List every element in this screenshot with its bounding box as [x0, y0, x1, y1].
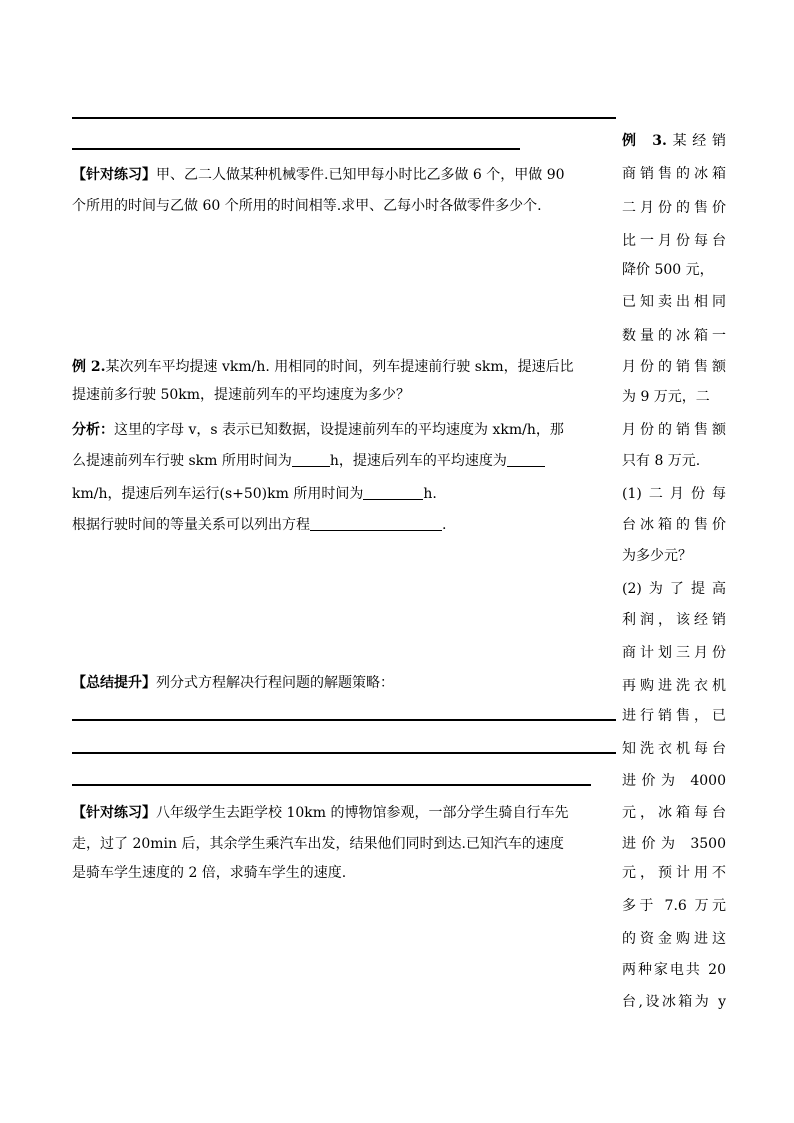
analysis-text: 根据行驶时间的等量关系可以列出方程 — [72, 517, 310, 533]
example3-line: 多于 7.6 万元 — [622, 898, 726, 914]
practice-label: 【针对练习】 — [72, 167, 156, 183]
answer-rule — [72, 752, 616, 754]
example3-line: 进行销售，已 — [622, 708, 726, 724]
analysis-text: 这里的字母 v，s 表示已知数据，设提速前列车的平均速度为 xkm/h，那 — [114, 422, 564, 438]
example3-line: 为多少元？ — [622, 548, 692, 564]
practice2-line2: 走，过了 20min 后，其余学生乘汽车出发，结果他们同时到达.已知汽车的速度 — [72, 836, 564, 852]
analysis-text: . — [442, 517, 447, 533]
answer-rule — [72, 148, 520, 150]
answer-rule — [72, 117, 616, 119]
example3-line: 商销售的冰箱 — [622, 166, 726, 182]
example3-line: 台,设冰箱为 y — [622, 994, 726, 1010]
analysis-label: 分析： — [72, 422, 114, 438]
practice2-line3: 是骑车学生速度的 2 倍，求骑车学生的速度. — [72, 865, 347, 881]
practice-label: 【针对练习】 — [72, 805, 156, 821]
fill-in-blank — [363, 485, 423, 500]
example3-line: 两种家电共 20 — [622, 962, 726, 978]
analysis-text: h，提速后列车的平均速度为 — [329, 453, 507, 469]
example3-line: 只有 8 万元. — [622, 453, 701, 469]
example3-line: 数量的冰箱一 — [622, 328, 726, 344]
example3-line: 的资金购进这 — [622, 931, 726, 947]
example-text: 某次列车平均提速 vkm/h. 用相同的时间，列车提速前行驶 skm，提速后比 — [105, 359, 574, 375]
example3-line: 再购进洗衣机 — [622, 678, 726, 694]
fill-in-blank — [507, 452, 545, 467]
analysis-line3 — [72, 484, 437, 504]
example3-line: 月份的销售额 — [622, 359, 726, 375]
example-label: 例 2. — [72, 359, 106, 375]
analysis-text: h. — [423, 486, 437, 502]
example-label: 例 3. — [622, 133, 667, 149]
example3-line: 比一月份每台 — [622, 233, 726, 249]
analysis-line4 — [72, 515, 446, 535]
practice-text: 八年级学生去距学校 10km 的博物馆参观，一部分学生骑自行车先 — [156, 805, 569, 821]
answer-rule — [72, 784, 591, 786]
answer-rule — [72, 719, 616, 721]
example-text: 某经销 — [666, 133, 726, 149]
example3-line — [622, 131, 726, 151]
example3-line: 为 9 万元，二 — [622, 389, 710, 405]
practice1-line1 — [72, 165, 565, 185]
practice-text: 甲、乙二人做某种机械零件.已知甲每小时比乙多做 6 个，甲做 90 — [156, 167, 565, 183]
example3-line: 元，冰箱每台 — [622, 805, 726, 821]
practice2-line1 — [72, 803, 568, 823]
example3-line: 月份的销售额 — [622, 422, 726, 438]
example3-line: 降价 500 元， — [622, 262, 714, 278]
example3-line: 进价为 4000 — [622, 773, 726, 789]
summary-text: 列分式方程解决行程问题的解题策略： — [156, 675, 394, 691]
example3-line: 已知卖出相同 — [622, 294, 726, 310]
example3-line: (1)二月份每 — [622, 486, 726, 502]
example3-line: (2)为了提高 — [622, 581, 726, 597]
example3-line: 利润，该经销 — [622, 612, 726, 628]
example2-line2: 提速前多行驶 50km，提速前列车的平均速度为多少？ — [72, 387, 411, 403]
analysis-text: 么提速前列车行驶 skm 所用时间为 — [72, 453, 292, 469]
fill-in-blank — [310, 516, 442, 531]
fill-in-blank — [292, 452, 330, 467]
example3-line: 二月份的售价 — [622, 200, 726, 216]
analysis-text: km/h，提速后列车运行(s+50)km 所用时间为 — [72, 486, 364, 502]
example3-line: 进价为 3500 — [622, 836, 726, 852]
example3-line: 元，预计用不 — [622, 865, 726, 881]
example3-line: 台冰箱的售价 — [622, 517, 726, 533]
summary-label: 【总结提升】 — [72, 675, 156, 691]
practice1-line2: 个所用的时间与乙做 60 个所用的时间相等.求甲、乙每小时各做零件多少个. — [72, 198, 542, 214]
summary-line — [72, 673, 394, 693]
analysis-line1 — [72, 420, 564, 440]
example2-line1 — [72, 357, 574, 377]
example3-line: 知洗衣机每台 — [622, 741, 726, 757]
example3-line: 商计划三月份 — [622, 645, 726, 661]
analysis-line2 — [72, 451, 545, 471]
